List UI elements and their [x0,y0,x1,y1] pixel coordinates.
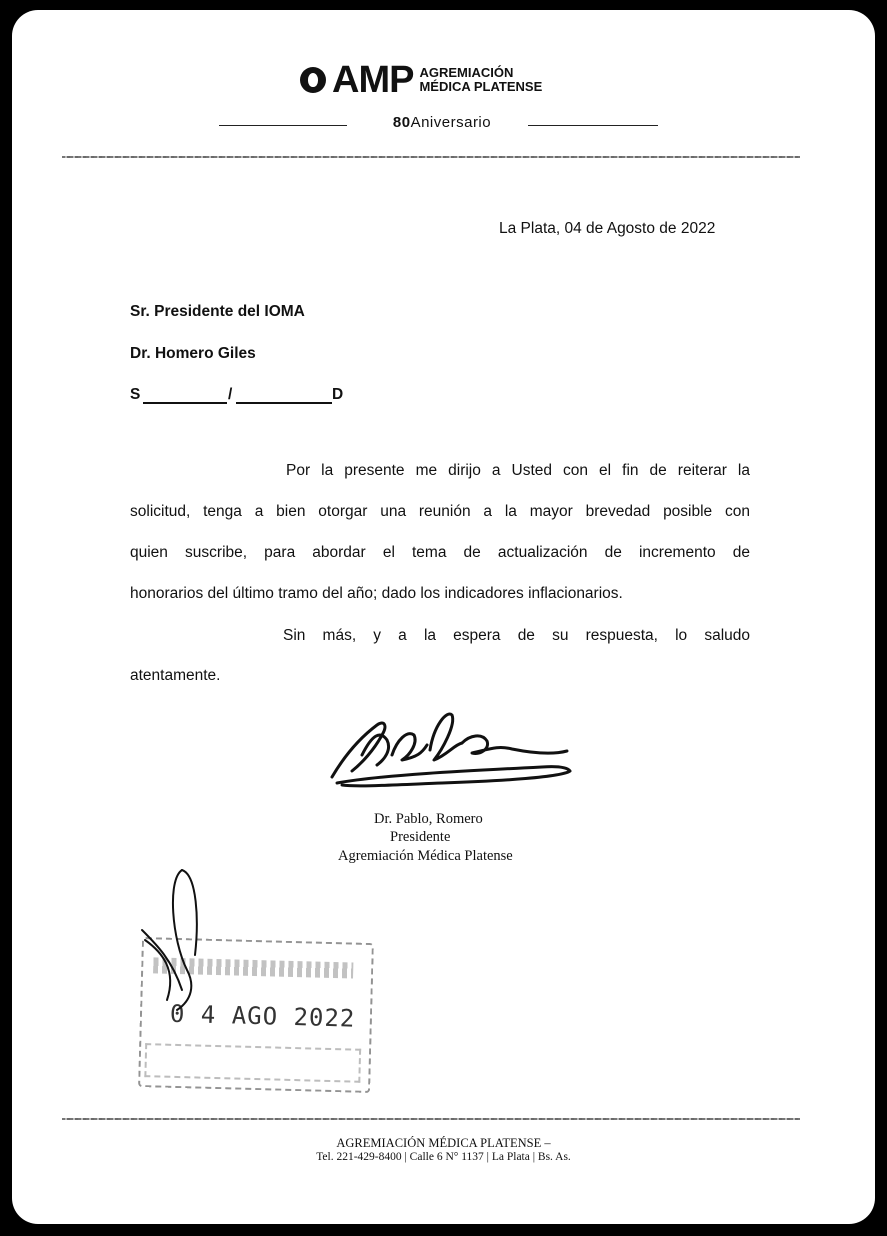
logo-name-line2: MÉDICA PLATENSE [419,79,543,94]
anniversary-label [362,114,522,131]
closing-line-1: Sin más, y a la espera de su respuesta, lo saludo [283,627,750,644]
amp-logo [300,60,542,100]
body-line-2: solicitud, tenga a bien otorgar una reunión a la mayor brevedad posible con [130,503,750,520]
footer-contact: Tel. 221-429-8400 | Calle 6 N° 1137 | La Plata | Bs. As. [316,1151,571,1163]
signer-role: Presidente [390,829,451,845]
stamp-faded-footer [144,1043,361,1083]
salutation-d: D [332,386,344,403]
amp-emblem-icon [300,67,326,93]
recipient-name: Dr. Homero Giles [130,345,256,362]
body-line-1: Por la presente me dirijo a Usted con el fin de reiterar la [286,462,750,479]
header-divider [62,156,800,158]
footer-organization: AGREMIACIÓN MÉDICA PLATENSE – [336,1136,551,1150]
anniversary-word: Aniversario [410,114,492,131]
logo-organization-name [419,66,542,94]
recipient-title: Sr. Presidente del IOMA [130,303,305,320]
salutation-slash: / [228,386,233,403]
salutation-s: S [130,386,141,403]
anniversary-number: 80 [392,114,411,131]
footer-divider [62,1118,800,1120]
salutation-underline-left [143,402,227,404]
stamp-initials-mark [137,860,217,1020]
anniversary-right-line [528,125,658,126]
logo-name-line1: AGREMIACIÓN [419,65,514,80]
date-line: La Plata, 04 de Agosto de 2022 [499,220,716,237]
anniversary-left-line [219,125,347,126]
salutation-underline-right [236,402,332,404]
body-line-3: quien suscribe, para abordar el tema de actualización de incremento de [130,544,750,561]
document-page [12,10,875,1224]
signer-organization: Agremiación Médica Platense [338,848,513,864]
body-line-4: honorarios del último tramo del año; dado los indicadores inflacionarios. [130,585,623,602]
handwritten-signature [322,705,572,790]
stamp-date: 0 4 AGO 2022 [169,999,356,1033]
logo-abbreviation: AMP [332,59,414,101]
signer-name: Dr. Pablo, Romero [374,811,483,827]
closing-line-2: atentamente. [130,667,221,684]
